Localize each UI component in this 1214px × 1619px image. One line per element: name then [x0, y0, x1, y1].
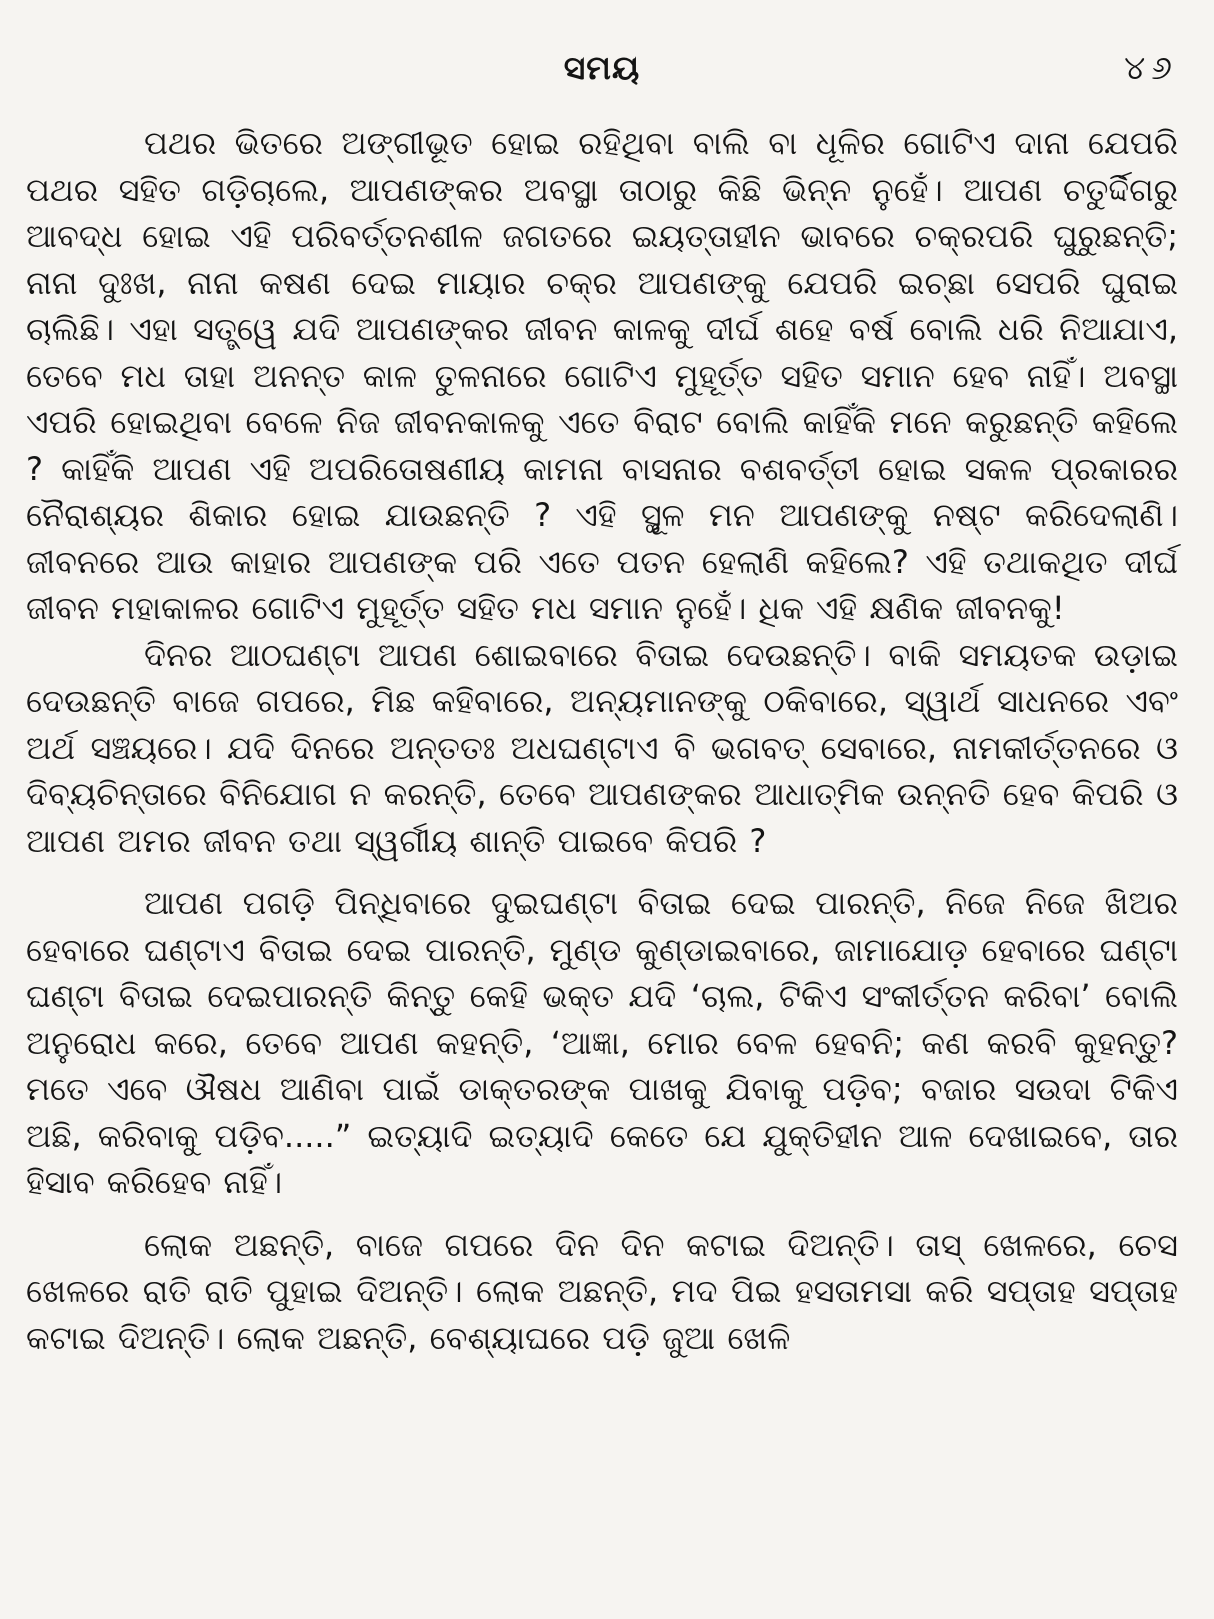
paragraph: ଆପଣ ପଗଡ଼ି ପିନ୍ଧିବାରେ ଦୁଇଘଣ୍ଟା ବିତାଇ ଦେଇ ପାରନ୍ତି, ନିଜେ ନିଜେ ଖିଅର ହେବାରେ ଘଣ୍ଟାଏ ବିତାଇ ଦେଇ ପାରନ୍ତି, ମୁଣ୍ଡ କୁଣ୍ଡାଇବାରେ, ଜାମାଯୋଡ଼ ହେବାରେ ଘଣ୍ଟା ଘଣ୍ଟା ବିତାଇ ଦେଇପାରନ୍ତି କିନ୍ତୁ କେହି ଭକ୍ତ ଯଦି ‘ଚାଲ, ଟିକିଏ ସଂକୀର୍ତ୍ତନ କରିବା’ ବୋଲି ଅନୁରୋଧ କରେ, ତେବେ ଆପଣ କହନ୍ତି, ‘ଆଜ୍ଞା, ମୋର ବେଳ ହେବନି; କଣ କରବି କୁହନ୍ତୁ? ମତେ ଏବେ ଔଷଧ ଆଣିବା ପାଇଁ ଡାକ୍ତରଙ୍କ ପାଖକୁ ଯିବାକୁ ପଡ଼ିବ; ବଜାର ସଉଦା ଟିକିଏ ଅଛି, କରିବାକୁ ପଡ଼ିବ.....” ଇତ୍ୟାଦି ଇତ୍ୟାଦି କେତେ ଯେ ଯୁକ୍ତିହୀନ ଆଳ ଦେଖାଇବେ, ତାର ହିସାବ କରିହେବ ନାହିଁ।	[26, 884, 1178, 1201]
page-header	[26, 48, 1178, 98]
paragraph: ଲୋକ ଅଛନ୍ତି, ବାଜେ ଗପରେ ଦିନ ଦିନ କଟାଇ ଦିଅନ୍ତି। ତାସ୍ ଖେଳରେ, ଚେସ ଖେଳରେ ରାତି ରାତି ପୁହାଇ ଦିଅନ୍ତି। ଲୋକ ଅଛନ୍ତି, ମଦ ପିଇ ହସତାମସା କରି ସପ୍ତାହ ସପ୍ତାହ କଟାଇ ଦିଅନ୍ତି। ଲୋକ ଅଛନ୍ତି, ବେଶ୍ୟାଘରେ ପଡ଼ି ଜୁଆ ଖେଳି	[26, 1225, 1178, 1357]
paragraph: ପଥର ଭିତରେ ଅଙ୍ଗୀଭୂତ ହୋଇ ରହିଥିବା ବାଲି ବା ଧୂଳିର ଗୋଟିଏ ଦାନା ଯେପରି ପଥର ସହିତ ଗଡ଼ିଚାଲେ, ଆପଣଙ୍କର ଅବସ୍ଥା ତାଠାରୁ କିଛି ଭିନ୍ନ ନୁହେଁ। ଆପଣ ଚତୁର୍ଦ୍ଦିଗରୁ ଆବଦ୍ଧ ହୋଇ ଏହି ପରିବର୍ତ୍ତନଶୀଳ ଜଗତରେ ଇୟତ୍ତାହୀନ ଭାବରେ ଚକ୍ରପରି ଘୁରୁଛନ୍ତି; ନାନା ଦୁଃଖ, ନାନା କଷଣ ଦେଇ ମାୟାର ଚକ୍ର ଆପଣଙ୍କୁ ଯେପରି ଇଚ୍ଛା ସେପରି ଘୁରାଇ ଚାଲିଛି। ଏହା ସତ୍ତ୍ୱେ ଯଦି ଆପଣଙ୍କର ଜୀବନ କାଳକୁ ଦୀର୍ଘ ଶହେ ବର୍ଷ ବୋଲି ଧରି ନିଆଯାଏ, ତେବେ ମଧ ତାହା ଅନନ୍ତ କାଳ ତୁଳନାରେ ଗୋଟିଏ ମୁହୂର୍ତ୍ତ ସହିତ ସମାନ ହେବ ନାହିଁ। ଅବସ୍ଥା ଏପରି ହୋଇଥିବା ବେଳେ ନିଜ ଜୀବନକାଳକୁ ଏତେ ବିରାଟ ବୋଲି କାହିଁକି ମନେ କରୁଛନ୍ତି କହିଲେ ? କାହିଁକି ଆପଣ ଏହି ଅପରିତୋଷଣୀୟ କାମନା ବାସନାର ବଶବର୍ତ୍ତୀ ହୋଇ ସକଳ ପ୍ରକାରର ନୈରାଶ୍ୟର ଶିକାର ହୋଇ ଯାଉଛନ୍ତି ? ଏହି ସ୍ଥୂଳ ମନ ଆପଣଙ୍କୁ ନଷ୍ଟ କରିଦେଲାଣି। ଜୀବନରେ ଆଉ କାହାର ଆପଣଙ୍କ ପରି ଏତେ ପତନ ହେଲାଣି କହିଲେ? ଏହି ତଥାକଥିତ ଦୀର୍ଘ ଜୀବନ ମହାକାଳର ଗୋଟିଏ ମୁହୂର୍ତ୍ତ ସହିତ ମଧ ସମାନ ନୁହେଁ। ଧିକ ଏହି କ୍ଷଣିକ ଜୀବନକୁ!	[26, 124, 1178, 627]
paragraph: ଦିନର ଆଠଘଣ୍ଟା ଆପଣ ଶୋଇବାରେ ବିତାଇ ଦେଉଛନ୍ତି। ବାକି ସମୟତକ ଉଡ଼ାଇ ଦେଉଛନ୍ତି ବାଜେ ଗପରେ, ମିଛ କହିବାରେ, ଅନ୍ୟମାନଙ୍କୁ ଠକିବାରେ, ସ୍ୱାର୍ଥ ସାଧନରେ ଏବଂ ଅର୍ଥ ସଞ୍ଚୟରେ। ଯଦି ଦିନରେ ଅନ୍ତତଃ ଅଧଘଣ୍ଟାଏ ବି ଭଗବତ୍ ସେବାରେ, ନାମକୀର୍ତ୍ତନରେ ଓ ଦିବ୍ୟଚିନ୍ତାରେ ବିନିଯୋଗ ନ କରନ୍ତି, ତେବେ ଆପଣଙ୍କର ଆଧାତ୍ମିକ ଉନ୍ନତି ହେବ କିପରି ଓ ଆପଣ ଅମର ଜୀବନ ତଥା ସ୍ୱର୍ଗୀୟ ଶାନ୍ତି ପାଇବେ କିପରି ?	[26, 635, 1178, 860]
running-title: ସମୟ	[563, 48, 641, 87]
page-number: ୪୬	[1124, 48, 1178, 87]
body-text	[26, 120, 1178, 1361]
